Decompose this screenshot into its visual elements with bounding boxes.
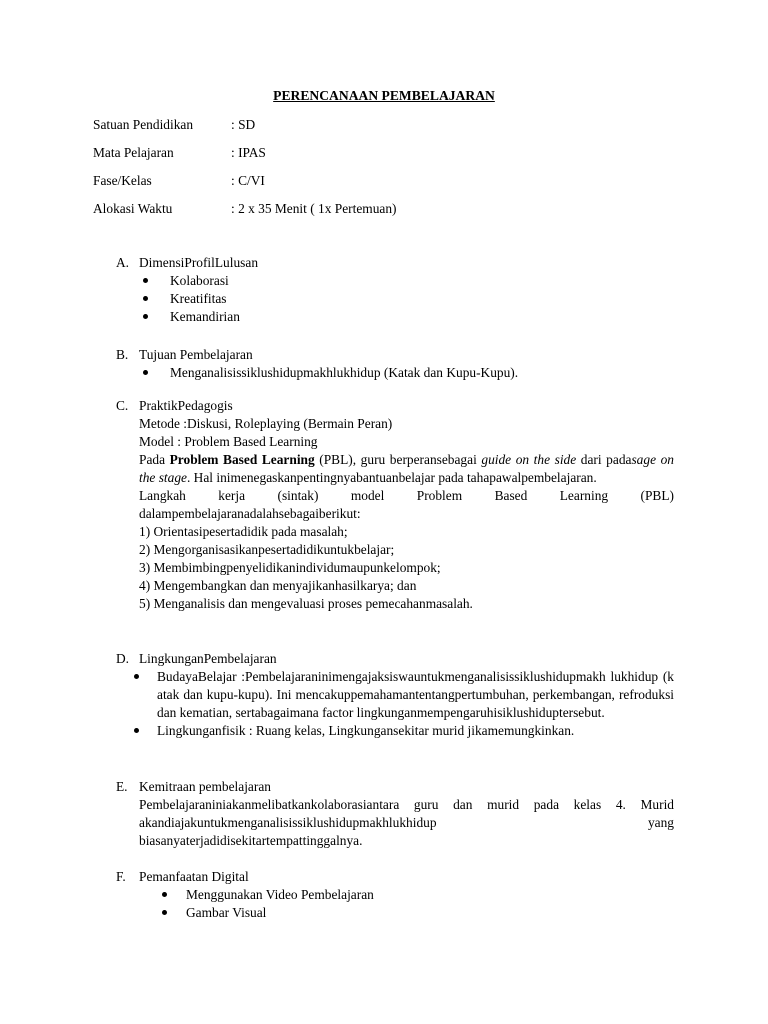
info-label: Satuan Pendidikan bbox=[93, 117, 194, 132]
kemitraan-text: Pembelajaraniniakanmelibatkankolaborasiantara guru dan murid pada kelas 4. Murid akandiajakuntukmenganalisissiklushidupmakhlukhidup yang biasanyaterjadidisekitartempattinggalnya. bbox=[139, 797, 674, 848]
list-item: Kolaborasi bbox=[143, 272, 674, 290]
info-value: : IPAS bbox=[231, 145, 266, 160]
list-item: Gambar Visual bbox=[162, 904, 674, 922]
pbl-text: Pada bbox=[139, 452, 170, 467]
langkah-text: Langkah kerja (sintak) model Problem Based Learning (PBL) dalampembelajaranadalahsebagaiberikut: bbox=[139, 488, 674, 521]
list-item: Lingkunganfisik : Ruang kelas, Lingkungansekitar murid jikamemungkinkan. bbox=[134, 722, 674, 740]
section-heading bbox=[116, 778, 674, 796]
section-title: Pemanfaatan Digital bbox=[139, 869, 249, 884]
pbl-paragraph bbox=[139, 451, 674, 487]
step-item: 3) Membimbingpenyelidikanindividumaupunkelompok; bbox=[139, 560, 441, 575]
page-title: PERENCANAAN PEMBELAJARAN bbox=[273, 88, 495, 103]
section-heading bbox=[116, 346, 674, 364]
pbl-text: . Hal inimenegaskanpentingnyabantuanbelajar pada tahapawalpembelajaran. bbox=[186, 470, 597, 485]
section-heading bbox=[116, 868, 674, 886]
section-letter: F. bbox=[116, 869, 126, 884]
section-f bbox=[116, 868, 674, 922]
section-title: DimensiProfilLulusan bbox=[139, 255, 259, 270]
pbl-italic-text: sage on the stage bbox=[139, 452, 674, 485]
section-title: PraktikPedagogis bbox=[139, 398, 233, 413]
model-text: Model : Problem Based Learning bbox=[139, 434, 318, 449]
section-title: Tujuan Pembelajaran bbox=[139, 347, 253, 362]
list-item: Menggunakan Video Pembelajaran bbox=[162, 886, 674, 904]
section-letter: B. bbox=[116, 347, 129, 362]
pbl-bold-text: Problem Based Learning bbox=[169, 452, 315, 467]
section-letter: D. bbox=[116, 651, 130, 666]
pbl-text: dari pada bbox=[576, 452, 632, 467]
list-item: Kreatifitas bbox=[143, 290, 674, 308]
info-label: Mata Pelajaran bbox=[93, 145, 174, 160]
metode-text: Metode :Diskusi, Roleplaying (Bermain Peran) bbox=[139, 416, 393, 431]
section-a bbox=[116, 254, 674, 326]
section-d bbox=[116, 650, 674, 740]
section-e bbox=[116, 778, 674, 850]
list-item: Menganalisissiklushidupmakhlukhidup (Katak dan Kupu-Kupu). bbox=[143, 364, 674, 382]
info-value: : SD bbox=[231, 117, 256, 132]
pbl-italic-text: guide on the side bbox=[481, 452, 577, 467]
section-body bbox=[139, 415, 674, 613]
pbl-text: (PBL), guru berperansebagai bbox=[314, 452, 482, 467]
section-heading bbox=[116, 650, 674, 668]
section-letter: C. bbox=[116, 398, 129, 413]
section-title: LingkunganPembelajaran bbox=[139, 651, 277, 666]
info-label: Fase/Kelas bbox=[93, 173, 152, 188]
list-item: Kemandirian bbox=[143, 308, 674, 326]
section-heading bbox=[116, 254, 674, 272]
section-title: Kemitraan pembelajaran bbox=[139, 779, 271, 794]
section-heading bbox=[116, 397, 674, 415]
info-value: : 2 x 35 Menit ( 1x Pertemuan) bbox=[231, 201, 397, 216]
step-item: 5) Menganalisis dan mengevaluasi proses pemecahanmasalah. bbox=[139, 596, 473, 611]
section-letter: A. bbox=[116, 255, 130, 270]
step-item: 4) Mengembangkan dan menyajikanhasilkarya; dan bbox=[139, 578, 417, 593]
step-item: 1) Orientasipesertadidik pada masalah; bbox=[139, 524, 348, 539]
section-letter: E. bbox=[116, 779, 128, 794]
info-value: : C/VI bbox=[231, 173, 265, 188]
section-c bbox=[116, 397, 674, 613]
section-b bbox=[116, 346, 674, 382]
list-item: BudayaBelajar :Pembelajaraninimengajaksiswauntukmenganalisissiklushidupmakh lukhidup (katak dan kupu-kupu). Ini mencakuppemahamantentangpertumbuhan, perkembangan, refroduksi dan kematian, sertabagaimana factor lingkunganmempengaruhisiklushiduptersebut. bbox=[134, 668, 674, 722]
step-item: 2) Mengorganisasikanpesertadidikuntukbelajar; bbox=[139, 542, 395, 557]
info-label: Alokasi Waktu bbox=[93, 201, 173, 216]
